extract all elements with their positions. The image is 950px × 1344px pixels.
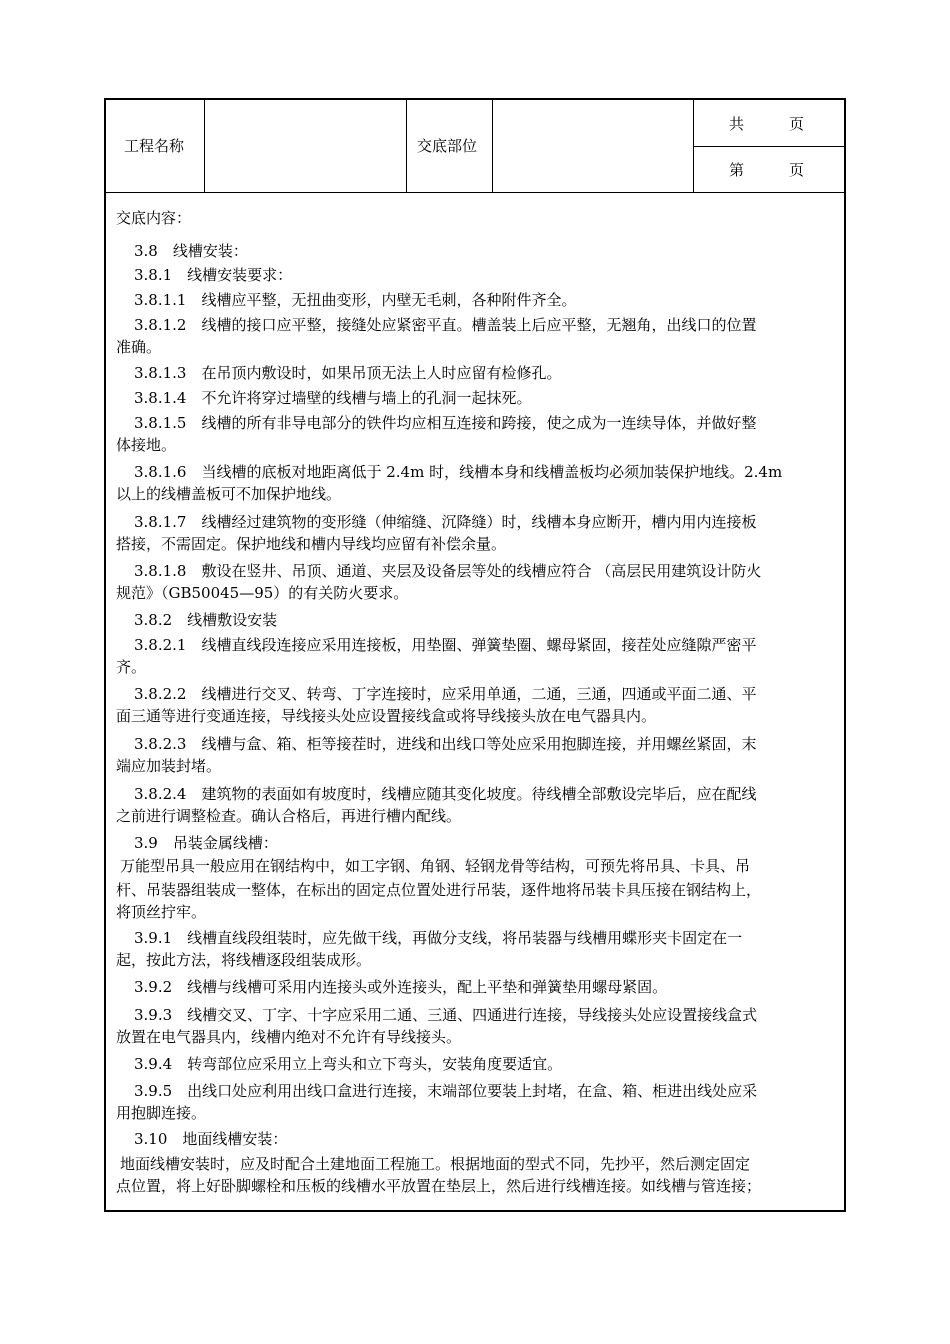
content-line: 3.9.3 线槽交叉、丁字、十字应采用二通、三通、四通进行连接，导线接头处应设置接线盒式 — [134, 1006, 758, 1024]
content-line: 3.8.2.3 线槽与盒、箱、柜等接茬时，进线和出线口等处应采用抱脚连接，并用螺丝紧固，末 — [134, 735, 757, 753]
content-line: 起，按此方法，将线槽逐段组装成形。 — [116, 951, 372, 969]
header-divider — [693, 146, 844, 147]
content-line: 之前进行调整检查。确认合格后，再进行槽内配线。 — [116, 807, 462, 825]
content-line: 3.8 线槽安装： — [134, 242, 248, 260]
content-line: 3.8.2.4 建筑物的表面如有坡度时，线槽应随其变化坡度。待线槽全部敷设完毕后，应在配线 — [134, 785, 757, 803]
content-line: 面三通等进行变通连接，导线接头处应设置接线盒或将导线接头放在电气器具内。 — [116, 707, 657, 725]
content-line: 3.8.1.1 线槽应平整，无扭曲变形，内壁无毛刺，各种附件齐全。 — [134, 291, 577, 309]
content-line: 3.9 吊装金属线槽： — [134, 834, 278, 852]
content-line: 万能型吊具一般应用在钢结构中，如工字钢、角钢、轻钢龙骨等结构，可预先将吊具、卡具、吊 — [120, 857, 751, 875]
content-line: 将顶丝拧牢。 — [116, 903, 207, 921]
content-line: 3.8.1.2 线槽的接口应平整，接缝处应紧密平直。槽盖装上后应平整，无翘角，出线口的位置 — [134, 316, 757, 334]
content-title: 交底内容： — [116, 209, 192, 227]
header-divider — [406, 100, 407, 192]
content-line: 准确。 — [116, 338, 162, 356]
page-number-label: 第 页 — [729, 161, 805, 179]
content-line: 3.9.1 线槽直线段组装时，应先做干线，再做分支线，将吊装器与线槽用蝶形夹卡固定在一 — [134, 929, 743, 947]
form-header — [106, 100, 844, 193]
content-line: 搭接，不需固定。保护地线和槽内导线均应留有补偿余量。 — [116, 535, 507, 553]
content-line: 3.10 地面线槽安装： — [134, 1130, 288, 1148]
content-line: 3.9.2 线槽与线槽可采用内连接头或外连接头，配上平垫和弹簧垫用螺母紧固。 — [134, 978, 668, 996]
content-line: 3.8.1.3 在吊顶内敷设时，如果吊顶无法上人时应留有检修孔。 — [134, 364, 562, 382]
content-line: 端应加装封堵。 — [116, 757, 222, 775]
content-line: 体接地。 — [116, 436, 177, 454]
content-line: 3.8.1.7 线槽经过建筑物的变形缝（伸缩缝、沉降缝）时，线槽本身应断开，槽内用内连接板 — [134, 513, 757, 531]
content-line: 杆、吊装器组装成一整体，在标出的固定点位置处进行吊装，逐件地将吊装卡具压接在钢结构上， — [116, 881, 762, 899]
content-line: 3.8.1 线槽安装要求： — [134, 266, 293, 284]
content-line: 规范》（GB50045—95）的有关防火要求。 — [116, 584, 409, 602]
content-line: 以上的线槽盖板可不加保护地线。 — [116, 485, 342, 503]
content-line: 地面线槽安装时，应及时配合土建地面工程施工。根据地面的型式不同，先抄平，然后测定固定 — [120, 1155, 751, 1173]
content-line: 用抱脚连接。 — [116, 1104, 207, 1122]
content-line: 3.8.2.1 线槽直线段连接应采用连接板，用垫圈、弹簧垫圈、螺母紧固，接茬处应缝隙严密平 — [134, 636, 757, 654]
project-name-field[interactable] — [205, 100, 405, 192]
content-line: 3.8.1.6 当线槽的底板对地距离低于 2.4m 时，线槽本身和线槽盖板均必须加装保护地线。2.4m — [134, 463, 783, 481]
content-line: 3.8.1.4 不允许将穿过墙壁的线槽与墙上的孔洞一起抹死。 — [134, 389, 532, 407]
content-line: 3.8.2 线槽敷设安装 — [134, 611, 278, 629]
content-line: 3.8.1.8 敷设在竖井、吊顶、通道、夹层及设备层等处的线槽应符合 （高层民用建筑设计防火 — [134, 562, 762, 580]
disclosure-part-field[interactable] — [493, 100, 692, 192]
total-pages-label: 共 页 — [729, 115, 805, 133]
content-line: 3.9.4 转弯部位应采用立上弯头和立下弯头，安装角度要适宜。 — [134, 1055, 563, 1073]
content-line: 点位置，将上好卧脚螺栓和压板的线槽水平放置在垫层上，然后进行线槽连接。如线槽与管连接； — [116, 1177, 762, 1195]
disclosure-part-label: 交底部位 — [417, 137, 478, 155]
project-name-label: 工程名称 — [124, 137, 185, 155]
content-line: 3.8.1.5 线槽的所有非导电部分的铁件均应相互连接和跨接，使之成为一连续导体，并做好整 — [134, 414, 757, 432]
content-line: 3.8.2.2 线槽进行交叉、转弯、丁字连接时，应采用单通，二通，三通，四通或平面二通、平 — [134, 685, 757, 703]
content-line: 放置在电气器具内，线槽内绝对不允许有导线接头。 — [116, 1028, 462, 1046]
content-line: 3.9.5 出线口处应利用出线口盒进行连接，末端部位要装上封堵，在盒、箱、柜进出线处应采 — [134, 1082, 758, 1100]
content-line: 齐。 — [116, 658, 147, 676]
disclosure-form — [104, 98, 846, 1212]
